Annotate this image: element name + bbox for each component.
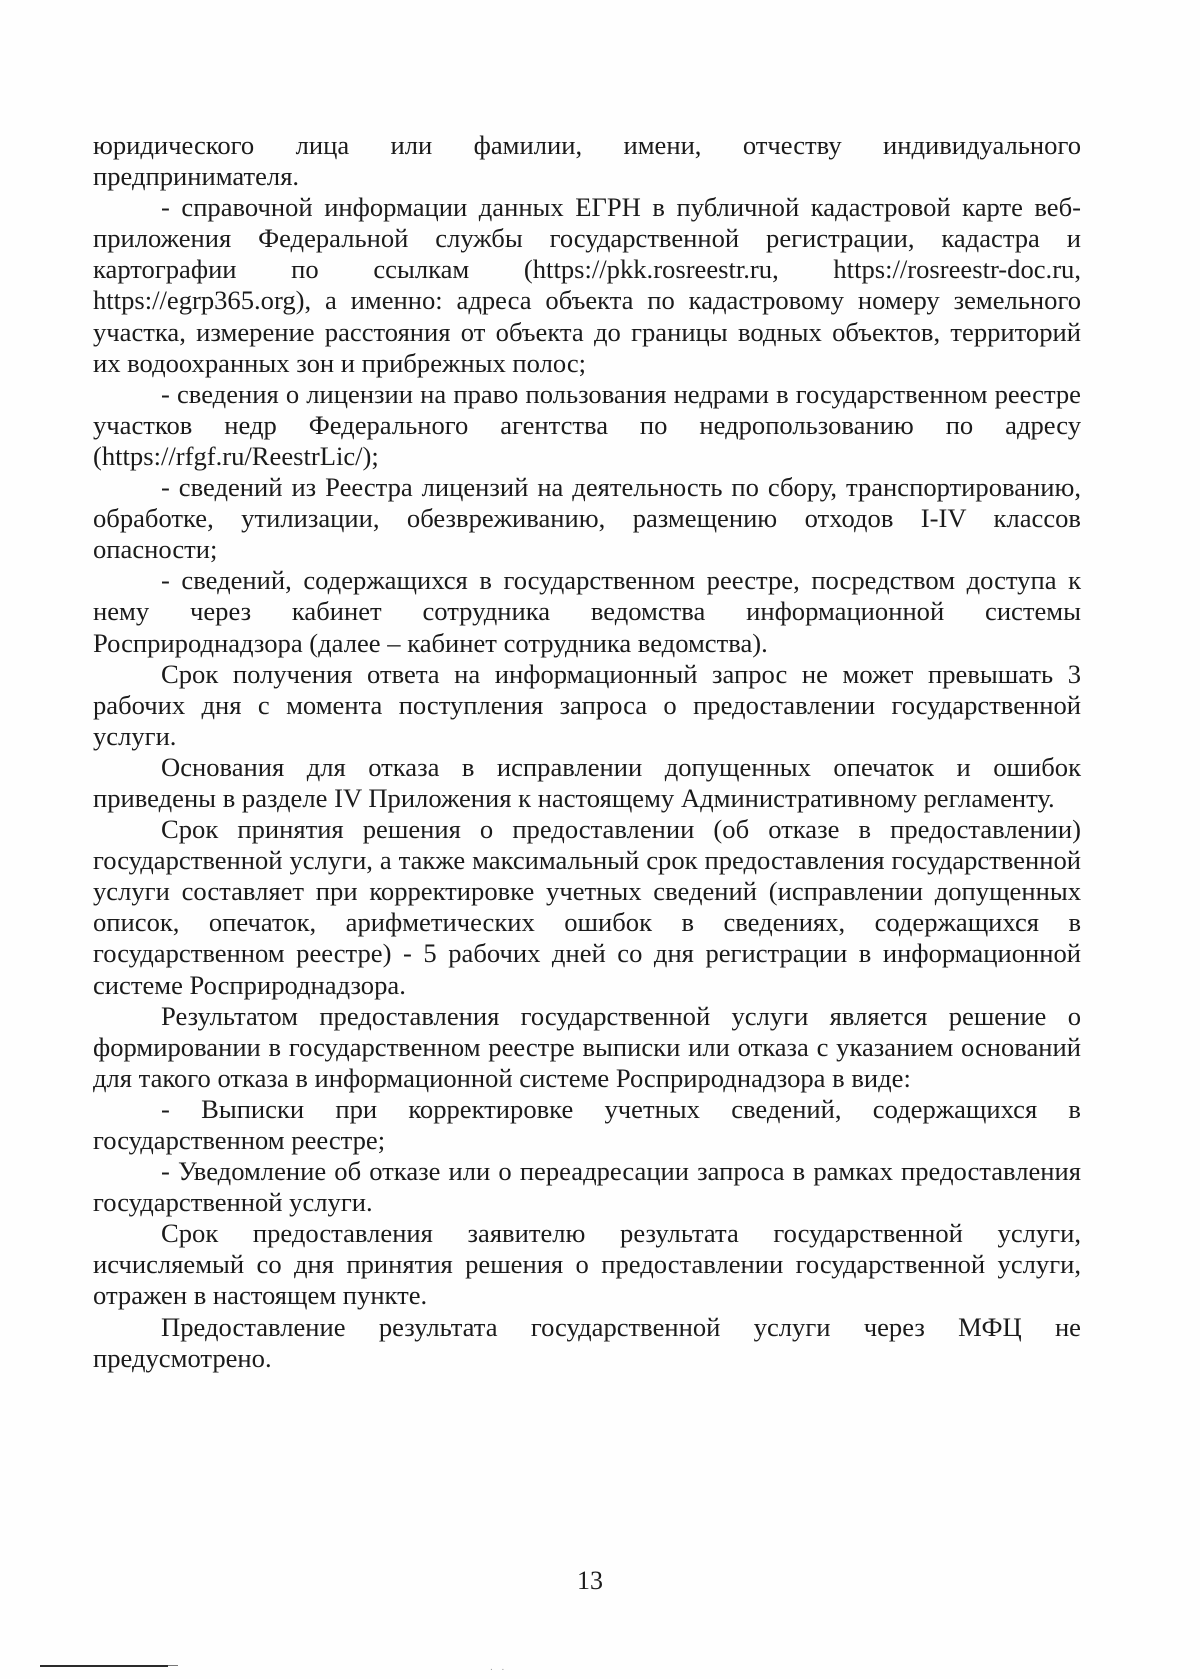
paragraph-service-result: Результатом предоставления государственной услуги является решение о формировании в государственном реестре выписки или отказа с указанием оснований для такого отказа в информационной системе Росприроднадзора в виде: (93, 1000, 1081, 1093)
scan-artifact-dots: . . (490, 1662, 508, 1673)
paragraph-result-extract: - Выписки при корректировке учетных сведений, содержащихся в государственном реестре; (93, 1093, 1081, 1155)
paragraph-result-refusal-notice: - Уведомление об отказе или о переадресации запроса в рамках предоставления государственной услуги. (93, 1156, 1081, 1218)
paragraph-waste-license-registry: - сведений из Реестра лицензий на деятельность по сбору, транспортированию, обработке, утилизации, обезвреживанию, размещению отходов I-IV классов опасности; (93, 472, 1081, 565)
paragraph-decision-deadline: Срок принятия решения о предоставлении (об отказе в предоставлении) государственной услуги, а также максимальный срок предоставления государственной услуги составляет при корректировке учетных сведений (исправлении допущенных описок, опечаток, арифметических ошибок в сведениях, содержащихся в государственном реестре) - 5 рабочих дней со дня регистрации в информационной системе Росприроднадзора. (93, 814, 1081, 1000)
footer-rule-dash (168, 1665, 178, 1666)
paragraph-response-deadline: Срок получения ответа на информационный запрос не может превышать 3 рабочих дня с момента поступления запроса о предоставлении государственной услуги. (93, 658, 1081, 751)
footer-rule-line (40, 1665, 168, 1667)
paragraph-continuation: юридического лица или фамилии, имени, отчеству индивидуального предпринимателя. (93, 130, 1081, 192)
paragraph-subsoil-license: - сведения о лицензии на право пользования недрами в государственном реестре участков недр Федерального агентства по недропользованию по адресу (https://rfgf.ru/ReestrLic/); (93, 378, 1081, 471)
document-body (93, 130, 1081, 1374)
page-number: 13 (577, 1566, 603, 1595)
paragraph-state-registry-access: - сведений, содержащихся в государственном реестре, посредством доступа к нему через кабинет сотрудника ведомства информационной системы Росприроднадзора (далее – кабинет сотрудника ведомства). (93, 565, 1081, 658)
paragraph-result-delivery-term: Срок предоставления заявителю результата государственной услуги, исчисляемый со дня принятия решения о предоставлении государственной услуги, отражен в настоящем пункте. (93, 1218, 1081, 1311)
paragraph-mfc-note: Предоставление результата государственной услуги через МФЦ не предусмотрено. (93, 1311, 1081, 1373)
paragraph-refusal-grounds: Основания для отказа в исправлении допущенных опечаток и ошибок приведены в разделе IV Приложения к настоящему Административному регламенту. (93, 751, 1081, 813)
paragraph-egrn-reference: - справочной информации данных ЕГРН в публичной кадастровой карте веб-приложения Федеральной службы государственной регистрации, кадастра и картографии по ссылкам (https://pkk.rosreestr.ru, https://rosreestr-doc.ru, https://egrp365.org), а именно: адреса объекта по кадастровому номеру земельного участка, измерение расстояния от объекта до границы водных объектов, территорий их водоохранных зон и прибрежных полос; (93, 192, 1081, 378)
